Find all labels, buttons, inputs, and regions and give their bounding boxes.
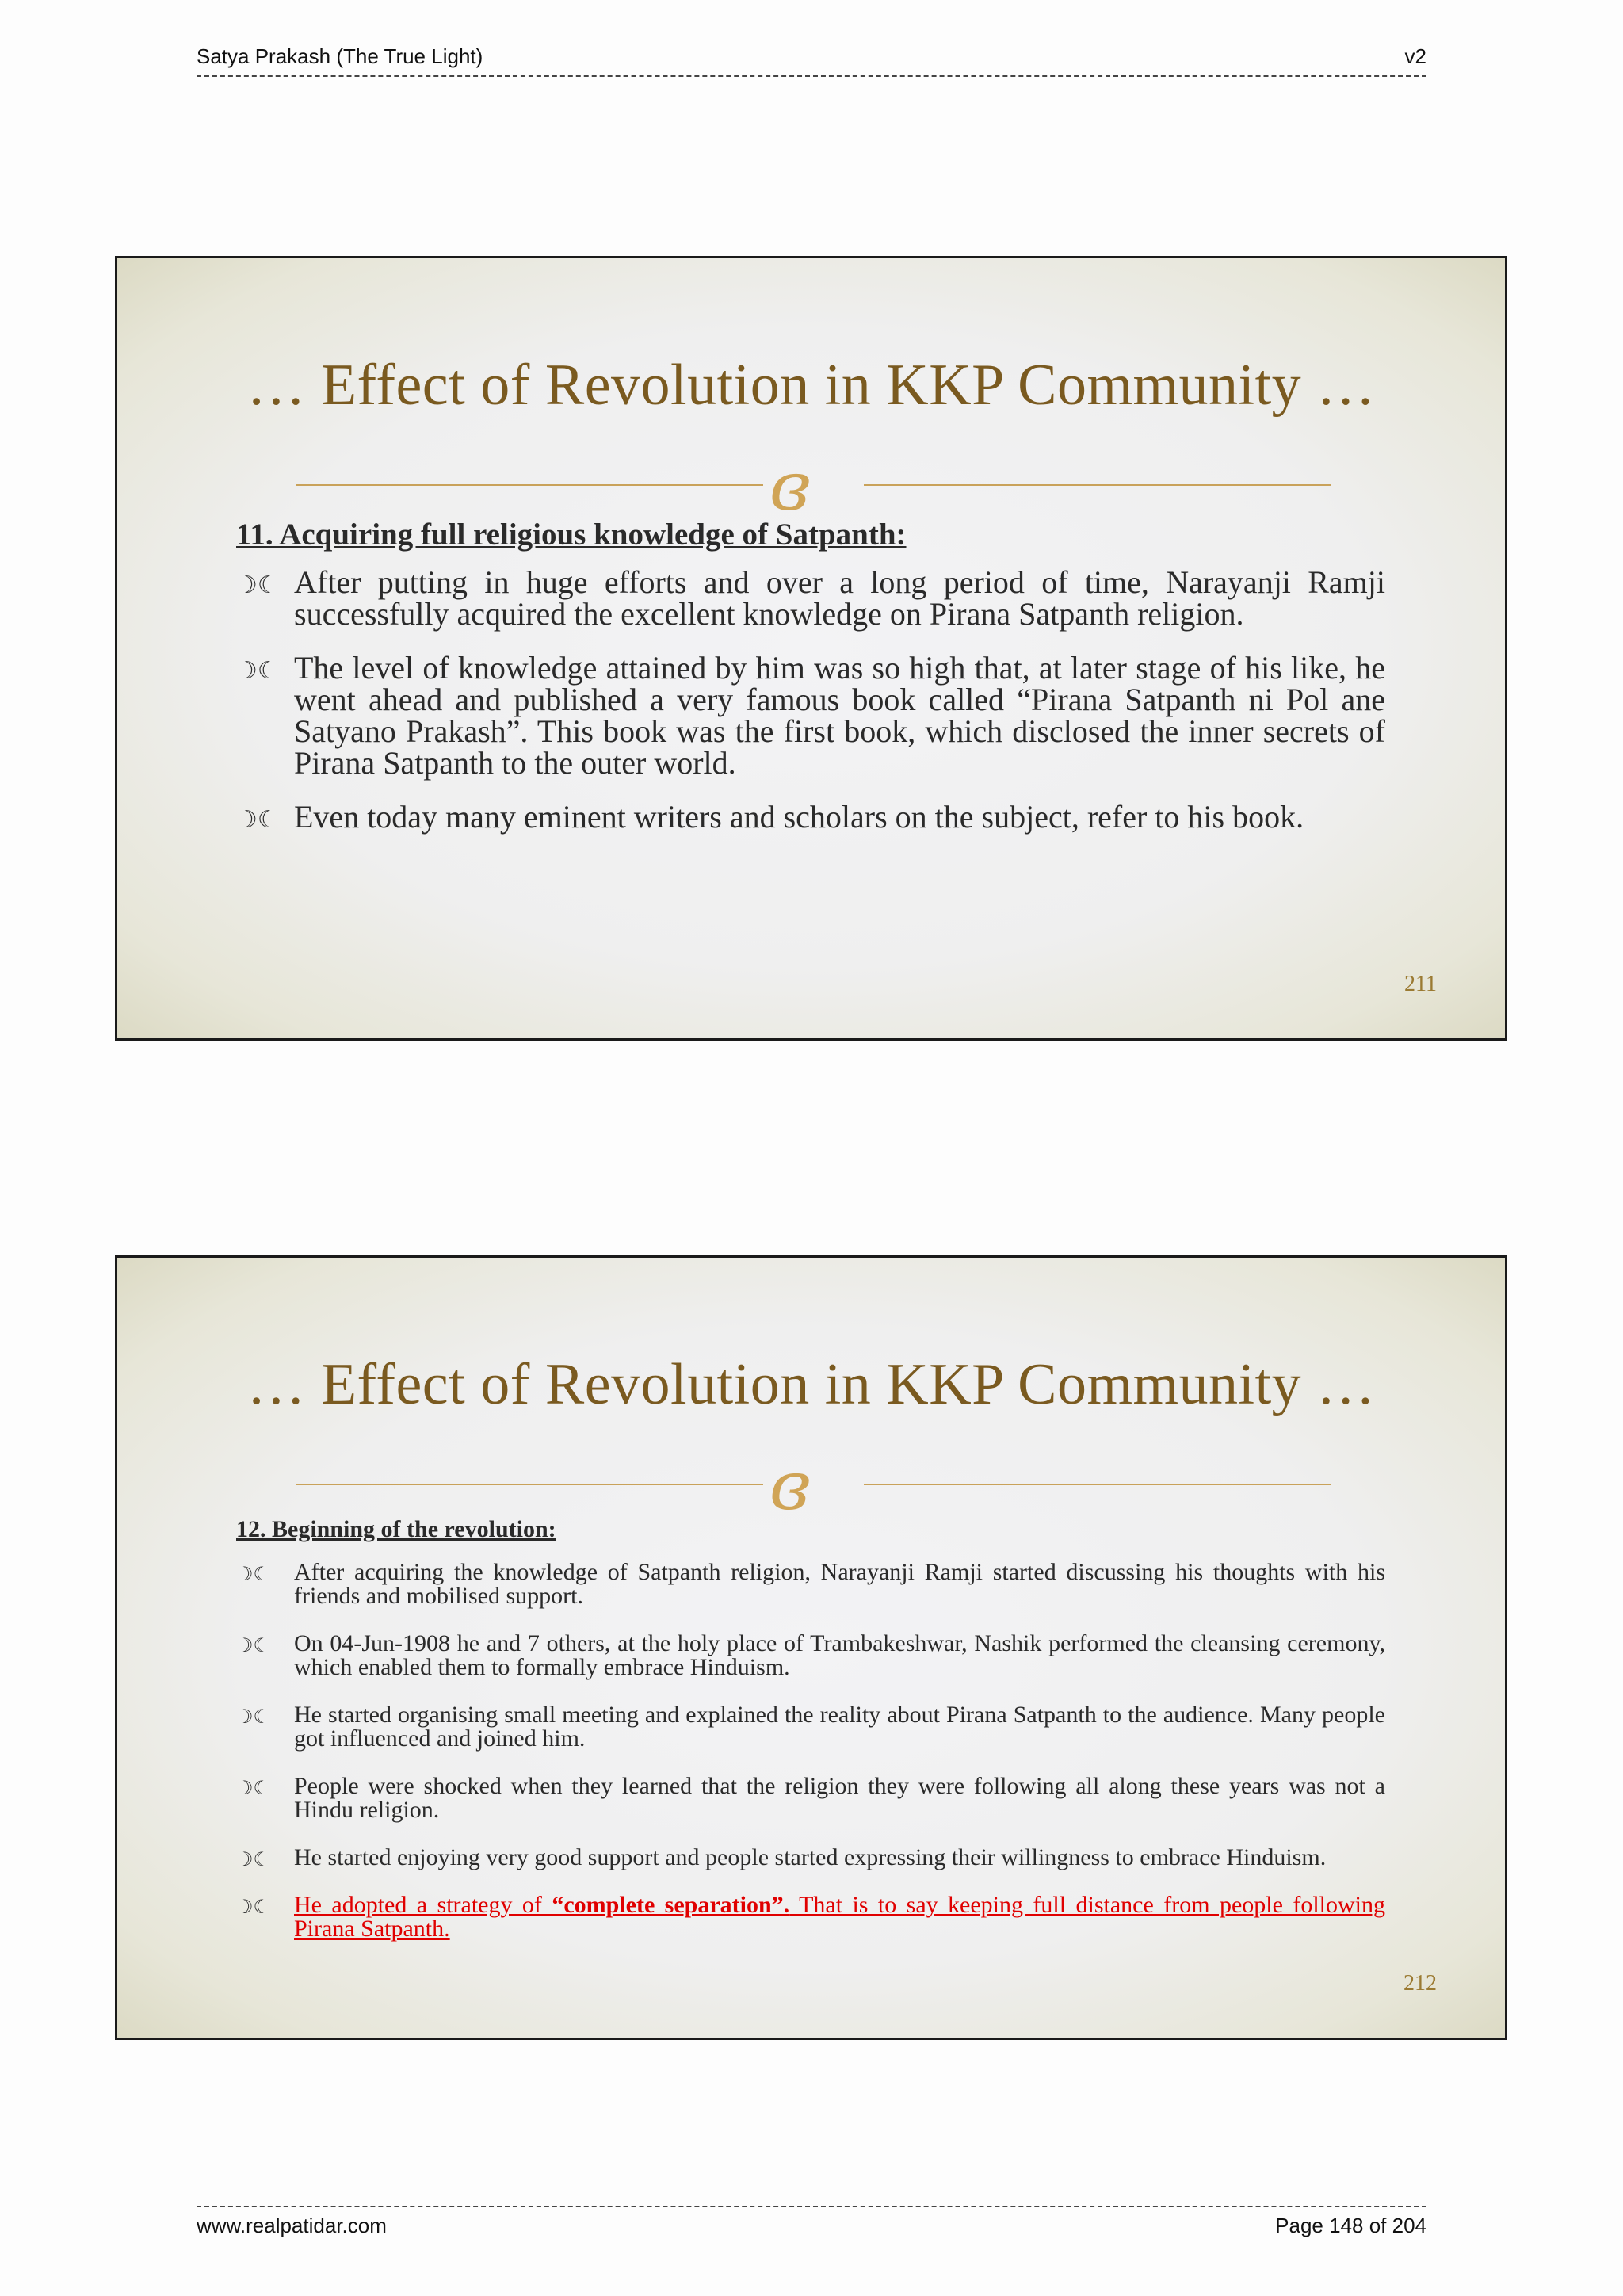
slide-title: … Effect of Revolution in KKP Community … [246,353,1376,418]
ornament-divider [296,448,1331,525]
bullet-icon: ☽☾ [236,1563,271,1585]
list-item: ☽☾ The level of knowledge attained by him was so high that, at later stage of his like, he went ahead and published a very famous book called “Pirana Satpanth ni Pol ane Satyano Prakash”. This book was the first book, which disclosed the inner secrets of Pirana Satpanth to the outer world. [236,650,1385,781]
slide-211 [115,256,1507,1041]
footer-divider [197,2206,1426,2207]
highlighted-list-item [236,1893,1385,1941]
flourish-icon: ɞ [769,1447,811,1525]
slide-number: 212 [1403,1971,1437,1996]
bullet-icon: ☽☾ [236,1848,271,1870]
document-title: Satya Prakash (The True Light) [197,44,483,68]
list-item: ☽☾ He started organising small meeting and explained the reality about Pirana Satpanth to the audience. Many people got influenced and joined him. [236,1702,1385,1752]
document-version: v2 [1404,44,1426,68]
emphasis-text: “complete separation”. [552,1892,790,1918]
list-item: ☽☾ Even today many eminent writers and scholars on the subject, refer to his book. [236,799,1304,835]
slide-content [236,517,1385,855]
bullet-icon: ☽☾ [236,1896,271,1918]
list-item: ☽☾ He started enjoying very good support and people started expressing their willingness to embrace Hinduism. [236,1844,1327,1870]
bullet-icon: ☽☾ [236,657,279,685]
list-item: ☽☾ People were shocked when they learned that the religion they were following all along these years was not a Hindu religion. [236,1773,1385,1823]
slide-212 [115,1255,1507,2040]
slide-title: … Effect of Revolution in KKP Community … [246,1352,1376,1417]
bullet-icon: ☽☾ [236,1777,271,1799]
page-footer [197,2199,1426,2238]
list-item: ☽☾ On 04-Jun-1908 he and 7 others, at the holy place of Trambakeshwar, Nashik performed the cleansing ceremony, which enabled them to formally embrace Hinduism. [236,1630,1385,1680]
bullet-icon: ☽☾ [236,806,279,834]
bullet-icon: ☽☾ [236,1634,271,1656]
slide-content [236,1516,1385,1965]
highlighted-text: He adopted a strategy of “complete separation”. That is to say keeping full distance from people following Pirana Satpanth. [294,1892,1385,1942]
bullet-list [236,1561,1385,1941]
bullet-list [236,564,1385,835]
slide-number: 211 [1404,972,1437,996]
list-item: ☽☾ After putting in huge efforts and over a long period of time, Narayanji Ramji successfully acquired the excellent knowledge on Pirana Satpanth religion. [236,564,1385,632]
bullet-icon: ☽☾ [236,1706,271,1728]
list-item: ☽☾ After acquiring the knowledge of Satpanth religion, Narayanji Ramji started discussing his thoughts with his friends and mobilised support. [236,1559,1385,1609]
slide-subtitle: 12. Beginning of the revolution: [236,1516,556,1542]
header-divider [197,75,1426,77]
flourish-icon: ɞ [769,448,811,525]
page-header [197,44,1426,83]
ornament-divider [296,1447,1331,1525]
slide-subtitle: 11. Acquiring full religious knowledge of Satpanth: [236,518,907,552]
page-number: Page 148 of 204 [1275,2214,1426,2237]
bullet-icon: ☽☾ [236,571,279,599]
website-link[interactable]: www.realpatidar.com [197,2214,387,2237]
